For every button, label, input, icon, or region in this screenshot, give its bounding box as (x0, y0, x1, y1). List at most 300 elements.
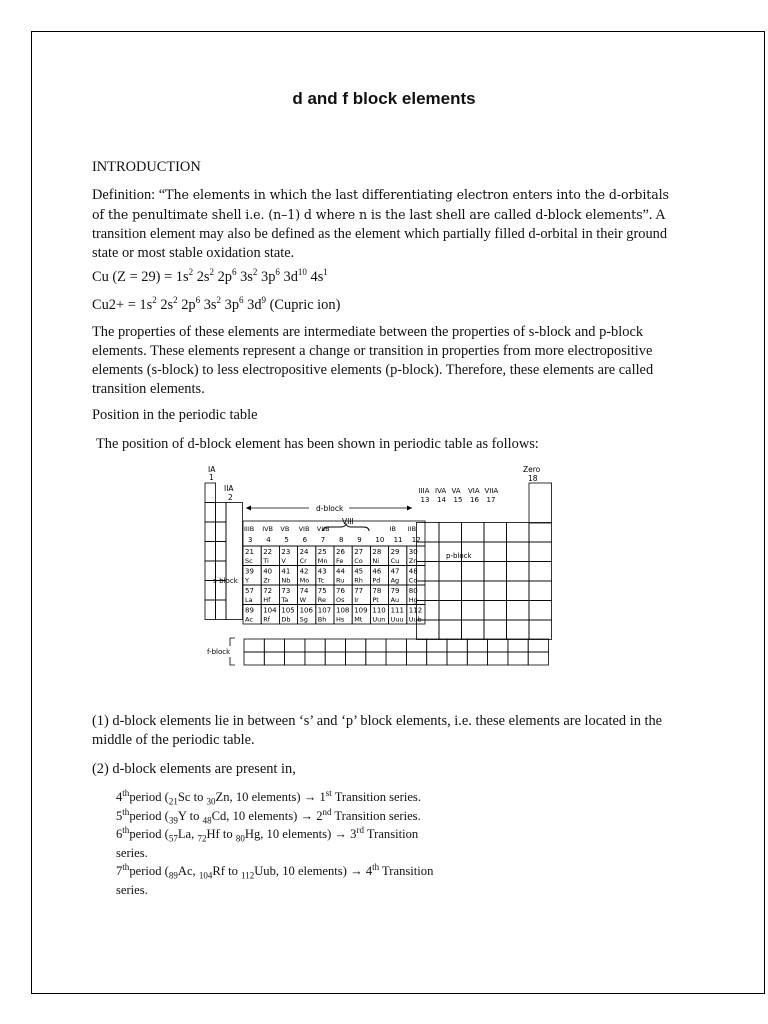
group-ia-number: 1 (209, 473, 214, 482)
position-heading: Position in the periodic table (92, 407, 258, 423)
orbital-term: 1s (139, 297, 153, 313)
f-block-cell (244, 652, 264, 665)
period-word: period (129, 827, 162, 841)
p-group-label: VA (451, 487, 461, 495)
atomic-number: 25 (317, 548, 327, 556)
cu2-config-prefix: Cu2+ = (92, 297, 140, 313)
p-group-number: 13 (420, 496, 430, 504)
s-block-cell (205, 483, 216, 503)
atomic-number: 72 (263, 587, 273, 595)
atomic-number: 47 (390, 567, 400, 576)
p-block-cell (417, 542, 440, 562)
p-block-cell (462, 601, 485, 621)
s-block-label: s-block (213, 577, 238, 585)
f-block-cell (305, 652, 325, 665)
end-z: 112 (241, 870, 255, 881)
periodic-table-figure (199, 463, 554, 673)
period-ordinal: th (122, 861, 130, 872)
group-iia-label: IIA (224, 484, 234, 493)
to-word: to (222, 827, 233, 841)
f-block-bracket (230, 638, 235, 665)
f-block-cell (528, 639, 548, 652)
series-wrap: series. (116, 845, 148, 860)
element-symbol: Hf (263, 596, 271, 604)
orbital-term: 4s (310, 269, 324, 285)
f-block-cell (508, 639, 528, 652)
element-symbol: Mt (354, 615, 363, 624)
element-count: 10 elements (266, 827, 328, 841)
atomic-number: 112 (408, 606, 423, 615)
orbital-electrons: 6 (239, 295, 244, 306)
p-block-cell (529, 601, 552, 621)
atomic-number: 106 (299, 606, 313, 615)
element-symbol: Ta (281, 596, 289, 604)
p-block-cell (439, 562, 462, 582)
f-block-cell (346, 639, 366, 652)
atomic-number: 27 (354, 548, 364, 556)
element-symbol: Bh (317, 615, 327, 624)
orbital-term: 2s (196, 269, 210, 285)
element-symbol: Mn (317, 557, 328, 565)
atomic-number: 21 (245, 548, 254, 556)
atomic-number: 74 (299, 587, 309, 595)
p-block-cell (484, 562, 507, 582)
orbital-electrons: 2 (252, 267, 258, 278)
atomic-number: 30 (408, 548, 418, 556)
element-symbol: Ac (245, 615, 253, 624)
atomic-number: 107 (317, 606, 332, 615)
p-block-cell (484, 523, 507, 543)
p-block-label: p-block (446, 552, 472, 560)
f-block-cell (406, 639, 426, 652)
f-block-cell (366, 639, 386, 652)
d-group-number: 4 (266, 536, 271, 544)
atomic-number: 22 (263, 548, 273, 556)
p-group-label: IIIA (418, 487, 430, 495)
element-symbol: Db (281, 615, 291, 624)
orbital-term: 3s (203, 297, 217, 313)
zero-group-number: 18 (528, 474, 538, 483)
end-z: 30 (206, 796, 216, 807)
orbital-electrons: 6 (195, 295, 201, 306)
p-block-cell (462, 562, 485, 582)
mid-z: 104 (198, 870, 213, 881)
period-word: period (129, 864, 162, 878)
position-paragraph: The position of d-block element has been shown in periodic table as follows: (96, 436, 539, 452)
f-block-cell (346, 652, 366, 665)
intro-heading: INTRODUCTION (92, 159, 201, 175)
f-block-cell (528, 652, 548, 665)
atomic-number: 109 (354, 606, 368, 615)
arrow: → (300, 808, 314, 823)
atomic-number: 40 (263, 567, 273, 576)
p-group-number: 15 (453, 496, 463, 504)
element-symbol: Hg (408, 596, 418, 604)
f-block-cell (244, 639, 264, 652)
p-group-number: 16 (470, 496, 479, 504)
cu2-config-terms (139, 297, 266, 313)
s-block-cell (205, 542, 216, 562)
element-symbol: Hs (336, 615, 345, 624)
s-block-cell (205, 600, 216, 620)
atomic-number: 73 (281, 587, 291, 595)
orbital-electrons: 2 (188, 267, 194, 278)
d-group-label: VIIB (316, 525, 330, 533)
element-symbol: Pt (372, 596, 379, 604)
f-block-label: f-block (207, 648, 231, 656)
element-symbol: V (281, 557, 286, 565)
series-label: Transition series. (334, 790, 421, 804)
atomic-number: 41 (281, 567, 291, 576)
atomic-number: 89 (245, 606, 254, 615)
element-count: 10 elements (235, 790, 297, 804)
series-line: 4thperiod ($_{21}Sc$ to $_{30}$Zn, 10 elements) → 1st Transition series. (116, 787, 421, 807)
element-symbol: Ag (390, 576, 400, 585)
s-block-cell (205, 503, 216, 523)
element-symbol: Uuu (390, 615, 404, 624)
element-symbol: Nb (281, 576, 291, 585)
orbital-term: 2p (181, 297, 196, 313)
series-line: 7thperiod ($_{89}Ac$, $_{104}$Rf to $_{112}$Uub, 10 elements) → 4th Transition (116, 861, 434, 881)
f-block-cell (264, 639, 284, 652)
d-group-number: 3 (248, 536, 253, 544)
atomic-number: 108 (336, 606, 350, 615)
d-block-label: d-block (316, 504, 344, 513)
p-block-cell (507, 581, 530, 601)
p-block-cell (507, 620, 530, 640)
start-element: Y (177, 808, 187, 823)
zero-group-label: Zero (523, 465, 541, 474)
p-block-cell (529, 483, 552, 523)
element-count: 10 elements (282, 864, 343, 878)
orbital-electrons: 6 (275, 267, 280, 278)
element-symbol: Mo (299, 576, 310, 585)
d-group-label: VIB (298, 525, 310, 533)
element-symbol: Zr (263, 576, 271, 585)
element-symbol: Zn (408, 557, 418, 565)
d-group-number: 10 (375, 536, 385, 544)
series-ordinal: rd (356, 824, 364, 835)
p-block-cell (439, 581, 462, 601)
orbital-term: 3d (283, 269, 298, 285)
d-group-number: 5 (284, 536, 289, 544)
series-ordinal: th (372, 861, 380, 872)
period-number: 4 (116, 790, 123, 804)
orbital-term: 2p (217, 269, 232, 285)
p-block-cell (529, 542, 552, 562)
element-symbol: Sg (299, 615, 308, 624)
p-block-cell (484, 581, 507, 601)
orbital-term: 1s (175, 269, 189, 285)
atomic-number: 23 (281, 548, 291, 556)
atomic-number: 43 (317, 567, 327, 576)
p-block-cell (462, 581, 485, 601)
cu2-config-suffix: (Cupric ion) (266, 297, 341, 313)
start-z: 39 (168, 815, 178, 826)
element-count: 10 elements (232, 808, 294, 823)
element-symbol: Cr (299, 557, 307, 565)
p-block-cell (507, 523, 530, 543)
period-word: period (129, 808, 162, 823)
p-block-cell (529, 581, 552, 601)
atomic-number: 39 (245, 567, 254, 576)
group-iia-number: 2 (228, 493, 233, 502)
d-group-number: 9 (357, 536, 362, 544)
d-group-number: 12 (411, 536, 421, 544)
d-group-number: 11 (393, 536, 403, 544)
atomic-number: 44 (336, 567, 345, 576)
p-block-cell (484, 542, 507, 562)
atomic-number: 75 (317, 587, 327, 595)
p-block-cell (484, 601, 507, 621)
start-element: Ac (177, 864, 193, 878)
viii-brace (323, 524, 369, 531)
p-block-cell (417, 562, 440, 582)
page-title: d and f block elements (292, 89, 476, 108)
p-block-cell (462, 620, 485, 640)
s-block-cell (216, 503, 227, 523)
element-symbol: Uun (372, 615, 386, 624)
f-block-cell (325, 639, 345, 652)
d-group-label: IB (389, 525, 396, 533)
start-z: 57 (168, 833, 178, 844)
p-block-cell (462, 523, 485, 543)
orbital-electrons: 1 (323, 267, 328, 278)
element-symbol: Tc (317, 576, 325, 585)
f-block-cell (427, 652, 447, 665)
period-number: 7 (116, 864, 123, 878)
p-group-label: VIIA (484, 487, 499, 495)
series-label: Transition (366, 827, 419, 841)
properties-paragraph: The properties of these elements are intermediate between the properties of s-block and p-block elements. These elements represent a change or transition in properties from more electropositive elements (s-block) to less electropositive elements (p-block). Therefore, these elements are called transition elements. (92, 324, 654, 397)
period-word: period (129, 790, 162, 804)
p-group-label: VIA (468, 487, 480, 495)
orbital-electrons: 2 (209, 267, 214, 278)
p-group-label: IVA (435, 487, 447, 495)
atomic-number: 78 (372, 587, 382, 595)
orbital-term: 3s (240, 269, 253, 285)
period-number: 5 (116, 808, 123, 823)
element-symbol: Cd (408, 576, 418, 585)
element-symbol: Fe (336, 557, 344, 565)
d-group-label: IVB (262, 525, 274, 533)
p-block-cell (484, 620, 507, 640)
start-element: La (177, 827, 192, 841)
end-element: Cd (211, 808, 227, 823)
p-block-cell (529, 523, 552, 543)
f-block-cell (467, 639, 487, 652)
p-block-cell (439, 601, 462, 621)
end-z: 48 (202, 815, 212, 826)
s-block-frame (226, 503, 243, 620)
definition-paragraph (92, 185, 672, 263)
p-group-number: 17 (486, 496, 496, 504)
orbital-term: 3p (261, 269, 276, 285)
f-block-cell (508, 652, 528, 665)
end-element: Uub (254, 864, 276, 878)
element-symbol: Sc (245, 557, 253, 565)
s-block-cell (216, 600, 227, 620)
d-group-label: IIIB (244, 525, 255, 533)
element-symbol: Rf (263, 615, 271, 624)
element-symbol: Y (245, 576, 249, 585)
to-word: to (193, 790, 204, 804)
element-symbol: Uub (408, 615, 422, 624)
s-block-cell (205, 522, 216, 542)
f-block-cell (447, 652, 467, 665)
f-block-cell (264, 652, 284, 665)
point-2: (2) d-block elements are present in, (92, 761, 296, 777)
end-element: Zn (215, 790, 230, 804)
orbital-electrons: 2 (173, 295, 178, 306)
atomic-number: 77 (354, 587, 364, 595)
series-label: Transition series. (334, 808, 421, 823)
d-group-label: VB (280, 525, 290, 533)
f-block-cell (427, 639, 447, 652)
atomic-number: 76 (336, 587, 345, 595)
end-element: Hg (244, 827, 261, 841)
orbital-electrons: 6 (231, 267, 237, 278)
atomic-number: 28 (372, 548, 382, 556)
atomic-number: 48 (408, 567, 418, 576)
f-block-cell (488, 652, 508, 665)
element-symbol: Os (336, 596, 345, 604)
f-block-cell (467, 652, 487, 665)
period-ordinal: th (122, 806, 130, 817)
start-element: Sc (177, 790, 191, 804)
element-symbol: Cu (390, 557, 400, 565)
mid-z: 72 (197, 833, 207, 844)
p-block-cell (529, 620, 552, 640)
atomic-number: 79 (390, 587, 400, 595)
d-group-number: 8 (339, 536, 344, 544)
element-symbol: Ru (336, 576, 345, 585)
series-label: Transition (382, 864, 434, 878)
atomic-number: 104 (263, 606, 277, 615)
element-symbol: W (299, 596, 307, 604)
to-word: to (228, 864, 238, 878)
series-line: 5thperiod ($_{39}Y$ to $_{48}$Cd, 10 elements) → 2nd Transition series. (116, 806, 421, 826)
atomic-number: 57 (245, 587, 254, 595)
p-block-cell (529, 562, 552, 582)
cu2-configuration (92, 296, 672, 315)
p-block-cell (439, 523, 462, 543)
orbital-electrons: 2 (152, 295, 157, 306)
element-symbol: Ir (354, 596, 359, 604)
series-ordinal: nd (322, 806, 332, 817)
p-block-cell (507, 601, 530, 621)
series-line: 6thperiod ($_{57}La$, $_{72}$Hf to $_{80}$Hg, 10 elements) → 3rd Transition (116, 824, 419, 844)
atomic-number: 110 (372, 606, 386, 615)
atomic-number: 42 (299, 567, 309, 576)
p-block-cell (507, 542, 530, 562)
atomic-number: 80 (408, 587, 418, 595)
definition-quote: The elements in which the last differentiating electron enters into the d-orbitals of the penultimate shell i.e. (n–1) d where n is the last shell are called d-block elements (92, 187, 669, 222)
series-number: 2 (316, 808, 323, 823)
to-word: to (189, 808, 200, 823)
orbital-term: 2s (160, 297, 174, 313)
group-ia-label: IA (208, 465, 216, 474)
orbital-electrons: 9 (261, 295, 267, 306)
orbital-term: 3d (247, 297, 262, 313)
atomic-number: 24 (299, 548, 309, 556)
d-group-label: IIB (407, 525, 417, 533)
period-number: 6 (116, 827, 123, 841)
p-block-cell (439, 620, 462, 640)
cu-config-terms (176, 269, 328, 285)
cu-configuration (92, 268, 672, 287)
d-group-number: 6 (302, 536, 308, 544)
mid-element: Hf (206, 827, 220, 841)
element-symbol: Pd (372, 576, 381, 585)
f-block-cell (447, 639, 467, 652)
period-ordinal: th (122, 824, 130, 835)
arrow: → (334, 827, 347, 841)
end-z: 80 (235, 833, 245, 844)
cu-config-prefix: Cu (Z = 29) = (92, 269, 176, 285)
period-ordinal: th (122, 787, 130, 798)
d-group-number: 7 (320, 536, 326, 544)
transition-series-list (116, 788, 446, 899)
start-z: 21 (168, 796, 178, 807)
element-symbol: Rh (354, 576, 363, 585)
element-symbol: Co (354, 557, 363, 565)
atomic-number: 26 (336, 548, 345, 556)
f-block-cell (285, 652, 305, 665)
f-block-cell (366, 652, 386, 665)
atomic-number: 46 (372, 567, 382, 576)
point-1: (1) d-block elements lie in between ‘s’ and ‘p’ block elements, i.e. these elements are located in the middle of the periodic table. (92, 713, 663, 748)
f-block-cell (386, 652, 406, 665)
element-symbol: Au (390, 596, 400, 604)
atomic-number: 111 (390, 606, 404, 615)
arrow: → (350, 864, 363, 878)
atomic-number: 45 (354, 567, 364, 576)
viii-label: VIII (342, 517, 354, 526)
arrow: → (303, 790, 317, 804)
s-block-cell (216, 522, 227, 542)
series-number: 4 (365, 864, 373, 878)
series-ordinal: st (325, 787, 332, 798)
orbital-electrons: 2 (216, 295, 222, 306)
atomic-number: 105 (281, 606, 295, 615)
atomic-number: 29 (390, 548, 400, 556)
f-block-cell (406, 652, 426, 665)
f-block-cell (285, 639, 305, 652)
f-block-cell (305, 639, 325, 652)
mid-element: Rf (212, 864, 225, 878)
start-z: 89 (168, 870, 178, 881)
series-wrap: series. (116, 882, 148, 897)
f-block-cell (325, 652, 345, 665)
definition-tail: ”. A transition element may also be defined as the element which partially filled d-orbital in their ground state or most stable oxidation state. (92, 207, 668, 261)
element-symbol: La (245, 596, 253, 604)
element-symbol: Ti (263, 557, 269, 565)
orbital-term: 3p (224, 297, 240, 313)
f-block-cell (488, 639, 508, 652)
series-number: 3 (350, 827, 357, 841)
f-block-cell (386, 639, 406, 652)
element-symbol: Re (317, 596, 327, 604)
series-number: 1 (319, 790, 326, 804)
s-block-cell (216, 542, 227, 562)
p-group-number: 14 (437, 496, 446, 504)
p-block-cell (417, 581, 440, 601)
definition-lead: Definition: “ (92, 187, 166, 203)
p-block-cell (507, 562, 530, 582)
orbital-electrons: 10 (297, 267, 307, 278)
element-symbol: Ni (372, 557, 380, 565)
